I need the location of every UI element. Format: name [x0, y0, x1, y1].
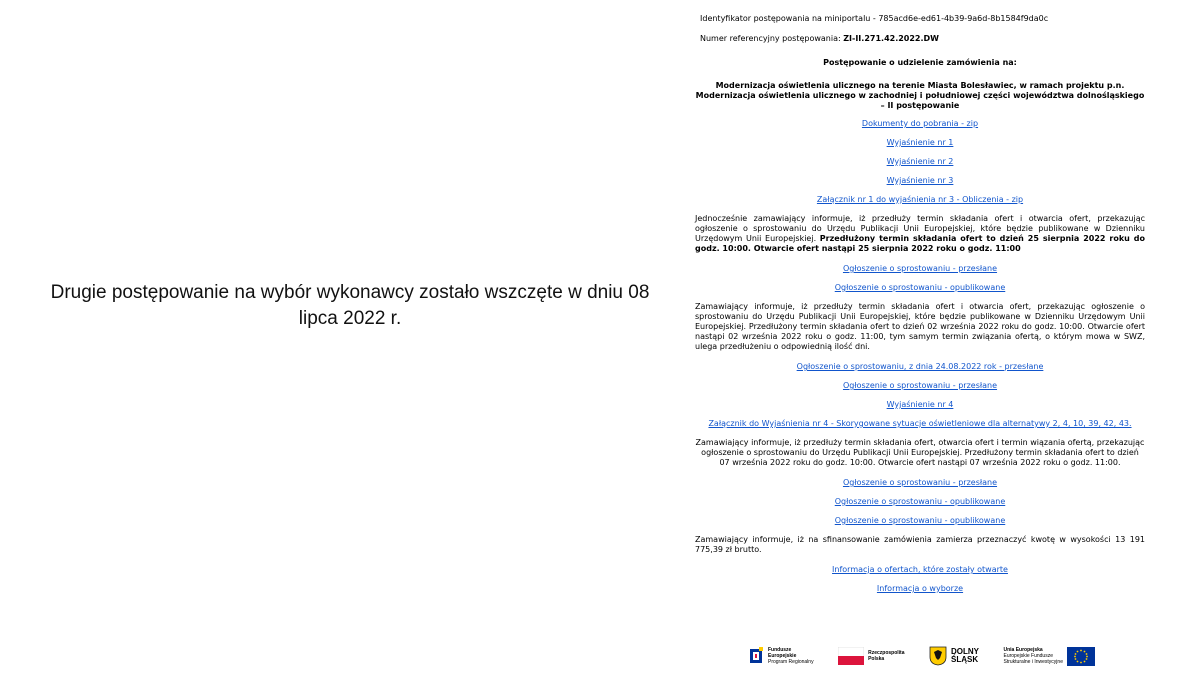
ds-line-1: DOLNY [951, 647, 979, 656]
fe-line-3: Program Regionalny [768, 659, 814, 665]
clarification-4-attachment-link[interactable]: Załącznik do Wyjaśnienia nr 4 - Skorygowane sytuacje oświetleniowe dla alternatywy 2, 4, 10, 39, 42, 43. [708, 419, 1132, 428]
reference-line [700, 34, 1145, 44]
notice-1-deadline: Przedłużony termin składania ofert to dzień 25 sierpnia 2022 roku do godz. 10:00. Otwarcie ofert nastąpi 25 sierpnia 2022 roku o godz. 11:00 [695, 234, 1146, 253]
correction-notice-sent-link[interactable]: Ogłoszenie o sprostowaniu - przesłane [842, 264, 998, 273]
ue-line-1: Unia Europejska [1003, 647, 1043, 653]
deadline-extension-notice-3: Zamawiający informuje, iż przedłuży termin składania ofert, otwarcia ofert i termin wiązania ofertą, przekazując ogłoszenie o sprostowaniu do Urzędu Publikacji Unii Europejskiej. Przedłużony termin składania ofert to dzień 07 września 2022 roku do godz. 10:00. Otwarcie ofert nastąpi 07 września 2022 roku o godz. 11:00. [695, 438, 1145, 467]
tender-document [695, 14, 1145, 603]
eu-flag-icon [1067, 647, 1095, 666]
clarification-1-link[interactable]: Wyjaśnienie nr 1 [886, 138, 954, 147]
unia-europejska-logo [1004, 647, 1095, 666]
deadline-extension-notice-1 [695, 214, 1145, 254]
funding-logos-bar [750, 643, 1095, 669]
ds-line-2: ŚLĄSK [951, 655, 979, 664]
eagle-crest-icon [929, 646, 947, 666]
correction-notice-sent-link-2[interactable]: Ogłoszenie o sprostowaniu - przesłane [842, 381, 998, 390]
budget-notice: Zamawiający informuje, iż na sfinansowanie zamówienia zamierza przeznaczyć kwotę w wysokości 13 191 775,39 zł brutto. [695, 535, 1145, 554]
opened-offers-info-link[interactable]: Informacja o ofertach, które zostały otwarte [832, 565, 1008, 574]
correction-notice-published-link-3[interactable]: Ogłoszenie o sprostowaniu - opublikowane [834, 516, 1006, 525]
rzeczpospolita-logo [838, 647, 904, 665]
slide-caption: Drugie postępowanie na wybór wykonawcy zostało wszczęte w dniu 08 lipca 2022 r. [50, 282, 650, 329]
correction-notice-published-link[interactable]: Ogłoszenie o sprostowaniu - opublikowane [834, 283, 1006, 292]
reference-label: Numer referencyjny postępowania: [700, 34, 844, 43]
clarification-3-attachment-link[interactable]: Załącznik nr 1 do wyjaśnienia nr 3 - Obliczenia - zip [816, 195, 1024, 204]
dolny-slask-logo [929, 646, 979, 666]
selection-info-link[interactable]: Informacja o wyborze [876, 584, 964, 593]
clarification-4-link[interactable]: Wyjaśnienie nr 4 [886, 400, 954, 409]
rp-line-1: Rzeczpospolita [868, 650, 905, 656]
clarification-3-link[interactable]: Wyjaśnienie nr 3 [886, 176, 954, 185]
identifier-line: Identyfikator postępowania na miniportalu - 785acd6e-ed61-4b39-9a6d-8b1584f9da0c [700, 14, 1049, 23]
rp-line-2: Polska [868, 656, 885, 662]
fe-star-icon [750, 647, 764, 665]
clarification-2-link[interactable]: Wyjaśnienie nr 2 [886, 157, 954, 166]
correction-notice-sent-link-3[interactable]: Ogłoszenie o sprostowaniu - przesłane [842, 478, 998, 487]
fundusze-europejskie-logo [750, 647, 814, 665]
correction-notice-published-link-2[interactable]: Ogłoszenie o sprostowaniu - opublikowane [834, 497, 1006, 506]
correction-notice-24-08-link[interactable]: Ogłoszenie o sprostowaniu, z dnia 24.08.2022 rok - przesłane [796, 362, 1044, 371]
polish-flag-icon [838, 647, 864, 665]
procedure-title: Modernizacja oświetlenia ulicznego na terenie Miasta Bolesławiec, w ramach projektu p.n. Modernizacja oświetlenia ulicznego w zachodniej i południowej części województwa dolnośląskiego – II postępowanie [695, 81, 1145, 110]
procedure-heading: Postępowanie o udzielenie zamówienia na: [823, 58, 1017, 67]
deadline-extension-notice-2: Zamawiający informuje, iż przedłuży termin składania ofert i otwarcia ofert, przekazując ogłoszenie o sprostowaniu do Urzędu Publikacji Unii Europejskiej, które będzie publikowane w Dzienniku Urzędowym Unii Europejskiej. Przedłużony termin składania ofert to dzień 02 września 2022 roku do godz. 10:00. Otwarcie ofert nastąpi 02 września 2022 roku o godz. 11:00, tym samym termin związania ofertą, o którym mowa w SWZ, ulega przedłużeniu o odpowiednią ilość dni. [695, 302, 1145, 351]
fe-line-1: Fundusze [768, 647, 792, 653]
fe-line-2: Europejskie [768, 653, 797, 659]
download-documents-link[interactable]: Dokumenty do pobrania - zip [861, 119, 979, 128]
ue-line-2: Europejskie Fundusze [1003, 653, 1053, 659]
ue-line-3: Strukturalne i Inwestycyjne [1003, 659, 1063, 665]
reference-number: ZI-II.271.42.2022.DW [843, 34, 940, 43]
notice-1-text: Jednocześnie zamawiający informuje, iż przedłuży termin składania ofert i otwarcia ofert, przekazując ogłoszenie o sprostowaniu do Urzędu Publikacji Unii Europejskiej, które będzie publikowane w Dzienniku Urzędowym Unii Europejskiej. [695, 214, 1145, 243]
